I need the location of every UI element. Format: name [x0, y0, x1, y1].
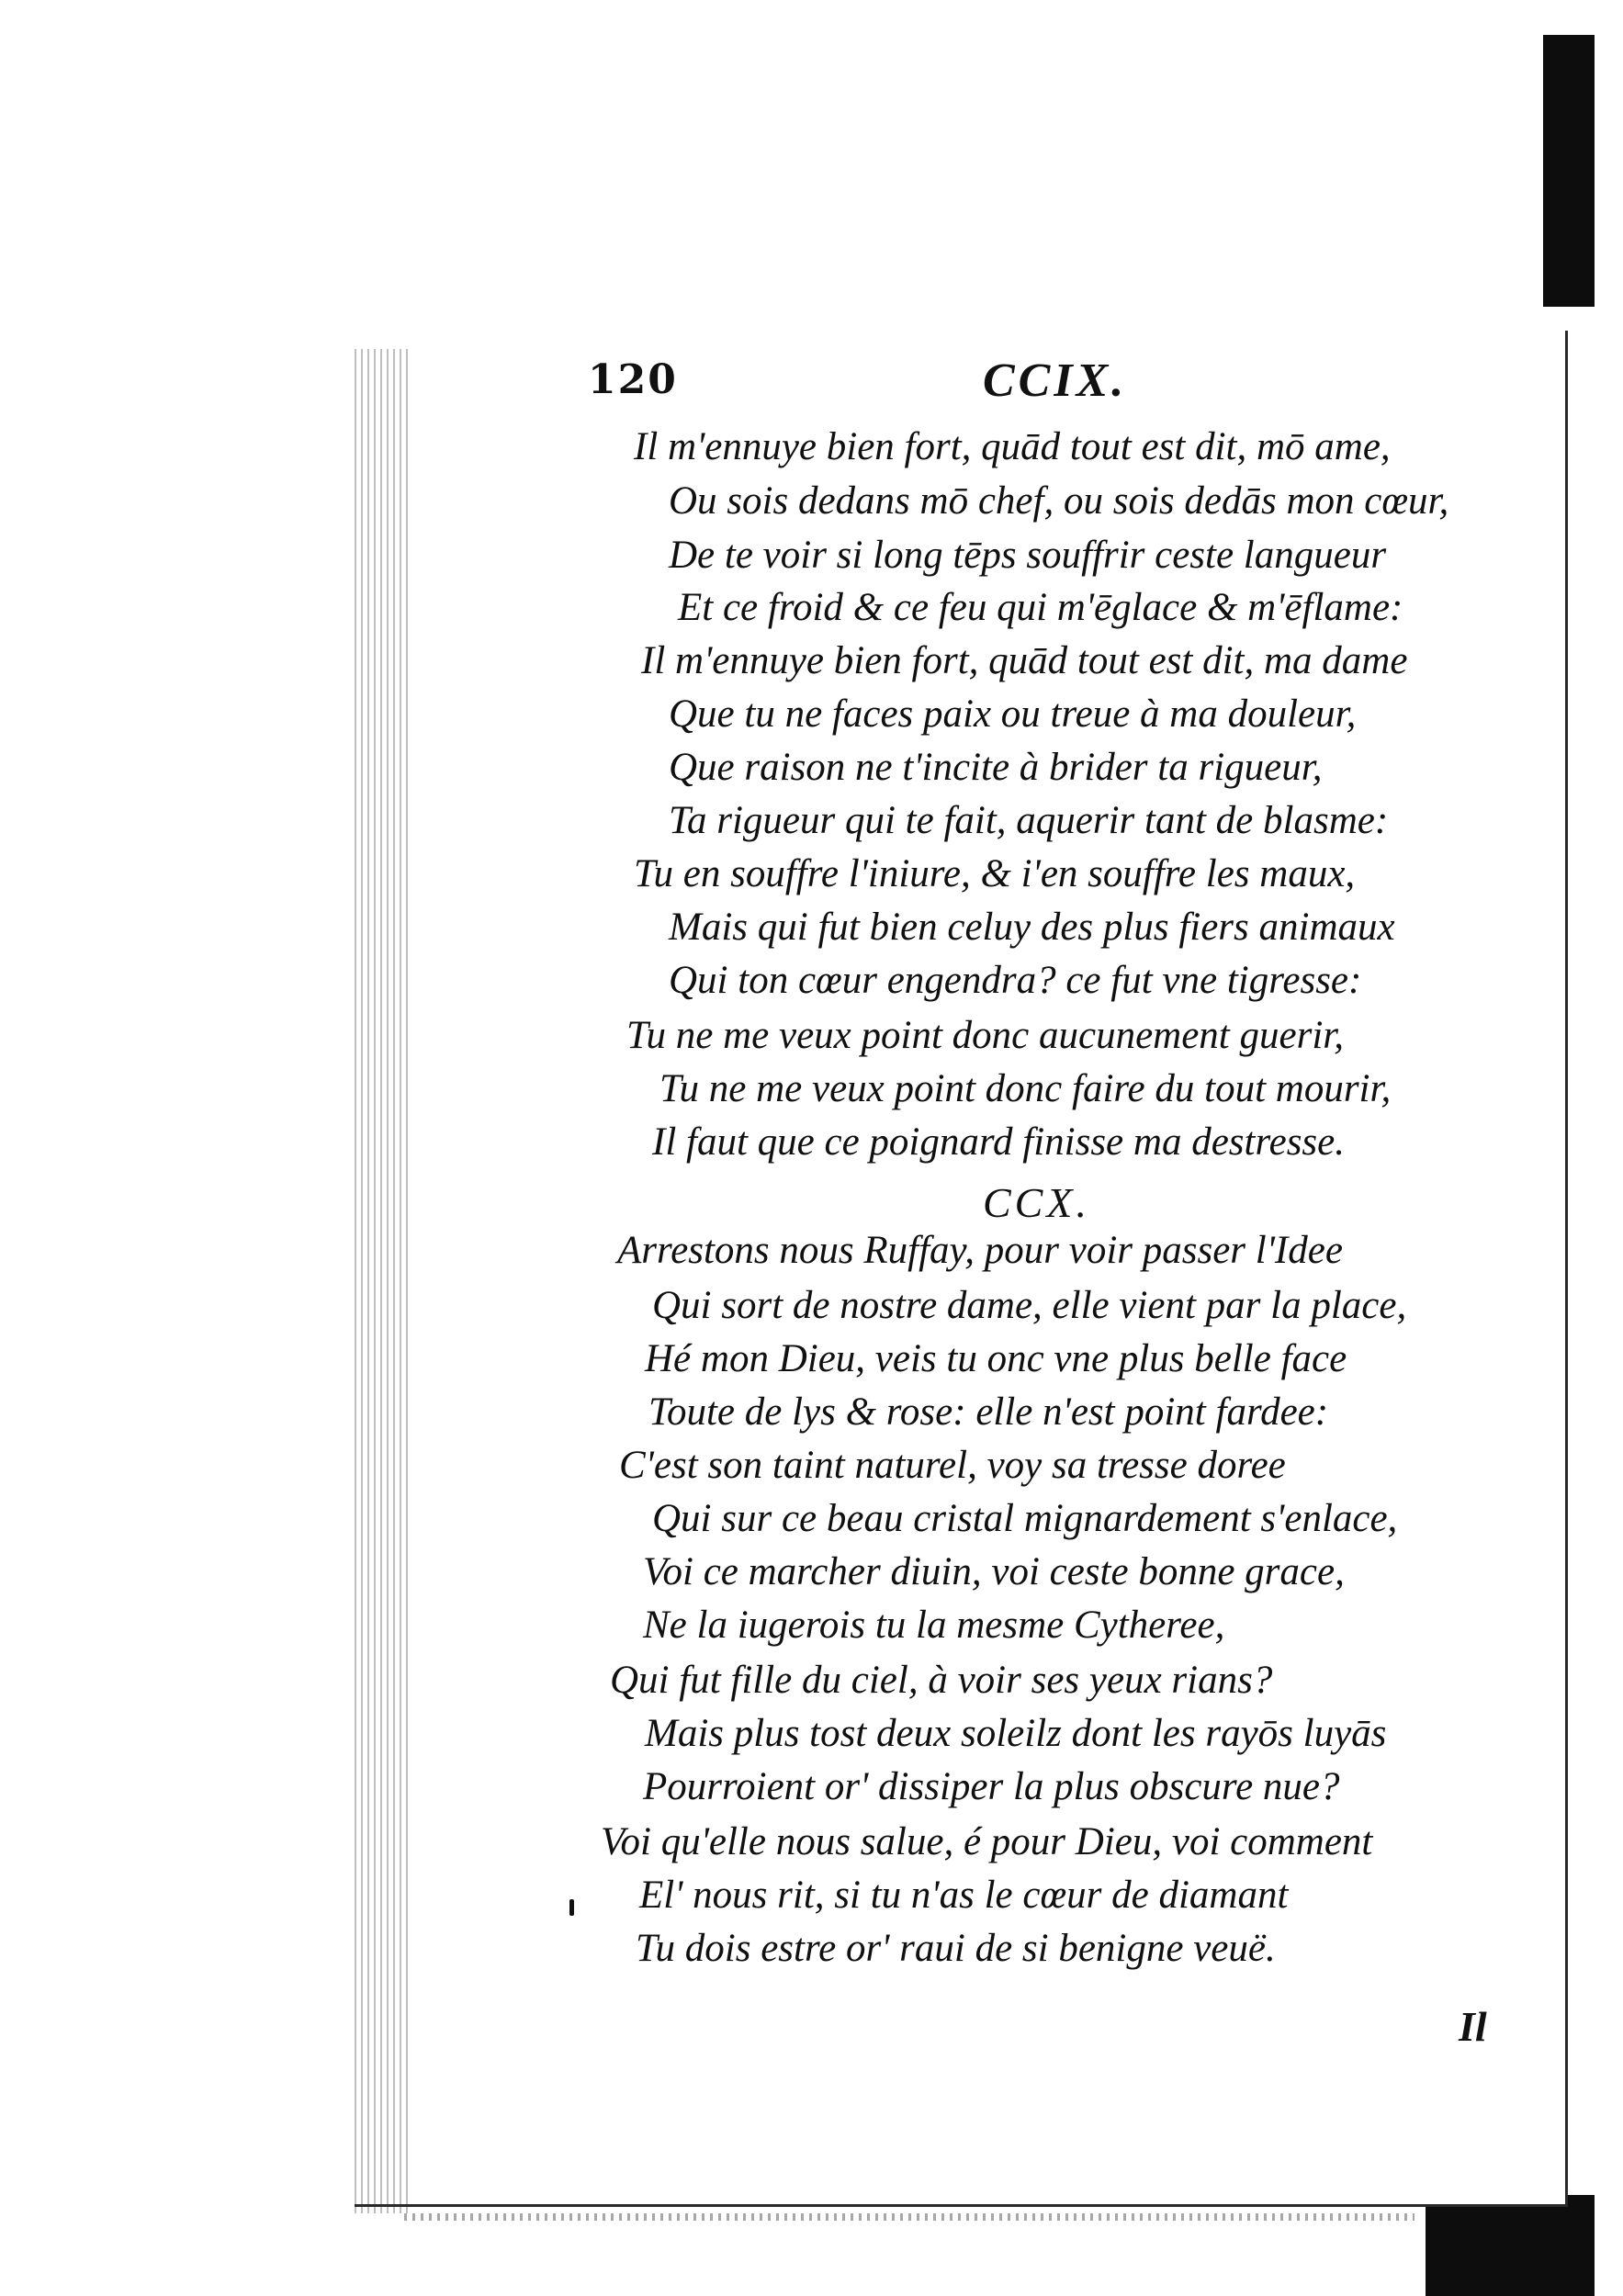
ink-speck [569, 1899, 574, 1916]
page-bottom-edge [404, 2213, 1414, 2221]
verse-line: Ta rigueur qui te fait, aquerir tant de blasme: [669, 799, 1389, 842]
verse-line: Tu ne me veux point donc faire du tout mourir, [659, 1067, 1392, 1110]
verse-line: Qui sur ce beau cristal mignardement s'enlace, [652, 1497, 1398, 1540]
verse-line: Mais qui fut bien celuy des plus fiers animaux [669, 906, 1395, 949]
verse-line: Que tu ne faces paix ou treue à ma douleur, [669, 692, 1357, 736]
verse-line: El' nous rit, si tu n'as le cœur de diamant [639, 1874, 1289, 1917]
verse-line: Tu ne me veux point donc aucunement guerir, [626, 1014, 1344, 1057]
verse-line: Toute de lys & rose: elle n'est point fardee: [648, 1390, 1329, 1434]
sonnet-heading-ccix: CCIX. [983, 355, 1128, 407]
page-edge-hatching [355, 349, 410, 2213]
catchword: Il [1459, 2003, 1487, 2050]
verse-line: Il faut que ce poignard finisse ma destresse. [652, 1120, 1345, 1164]
verse-line: Voi qu'elle nous salue, é pour Dieu, voi comment [601, 1820, 1373, 1863]
verse-line: Qui fut fille du ciel, à voir ses yeux rians? [610, 1659, 1273, 1702]
binding-shadow-top [1543, 35, 1595, 307]
verse-line: Et ce froid & ce feu qui m'ēglace & m'ēflame: [678, 586, 1403, 629]
sonnet-heading-ccx: CCX. [983, 1179, 1090, 1226]
verse-line: C'est son taint naturel, voy sa tresse doree [619, 1444, 1286, 1487]
verse-line: De te voir si long tēps souffrir ceste langueur [669, 534, 1387, 577]
verse-line: Arrestons nous Ruffay, pour voir passer l'Idee [617, 1229, 1343, 1272]
verse-line: Tu dois estre or' raui de si benigne veuë. [636, 1927, 1276, 1970]
verse-line: Pourroient or' dissiper la plus obscure nue? [643, 1765, 1340, 1808]
verse-line: Ne la iugerois tu la mesme Cytheree, [643, 1604, 1225, 1647]
verse-line: Voi ce marcher diuin, voi ceste bonne grace, [643, 1550, 1345, 1593]
verse-line: Mais plus tost deux soleilz dont les rayōs luyās [645, 1712, 1387, 1755]
verse-line: Tu en souffre l'iniure, & i'en souffre les maux, [634, 852, 1356, 895]
verse-line: Que raison ne t'incite à brider ta rigueur, [669, 746, 1323, 789]
verse-line: Il m'ennuye bien fort, quād tout est dit, ma dame [641, 639, 1408, 682]
verse-line: Il m'ennuye bien fort, quād tout est dit, mō ame, [634, 425, 1391, 468]
verse-line: Qui ton cœur engendra? ce fut vne tigresse: [669, 959, 1362, 1002]
page-number: 120 [588, 356, 678, 403]
verse-line: Ou sois dedans mō chef, ou sois dedās mon cœur, [669, 479, 1449, 523]
binding-shadow-bottom [1426, 2195, 1595, 2296]
verse-line: Qui sort de nostre dame, elle vient par la place, [652, 1284, 1407, 1327]
verse-line: Hé mon Dieu, veis tu onc vne plus belle face [645, 1337, 1347, 1380]
